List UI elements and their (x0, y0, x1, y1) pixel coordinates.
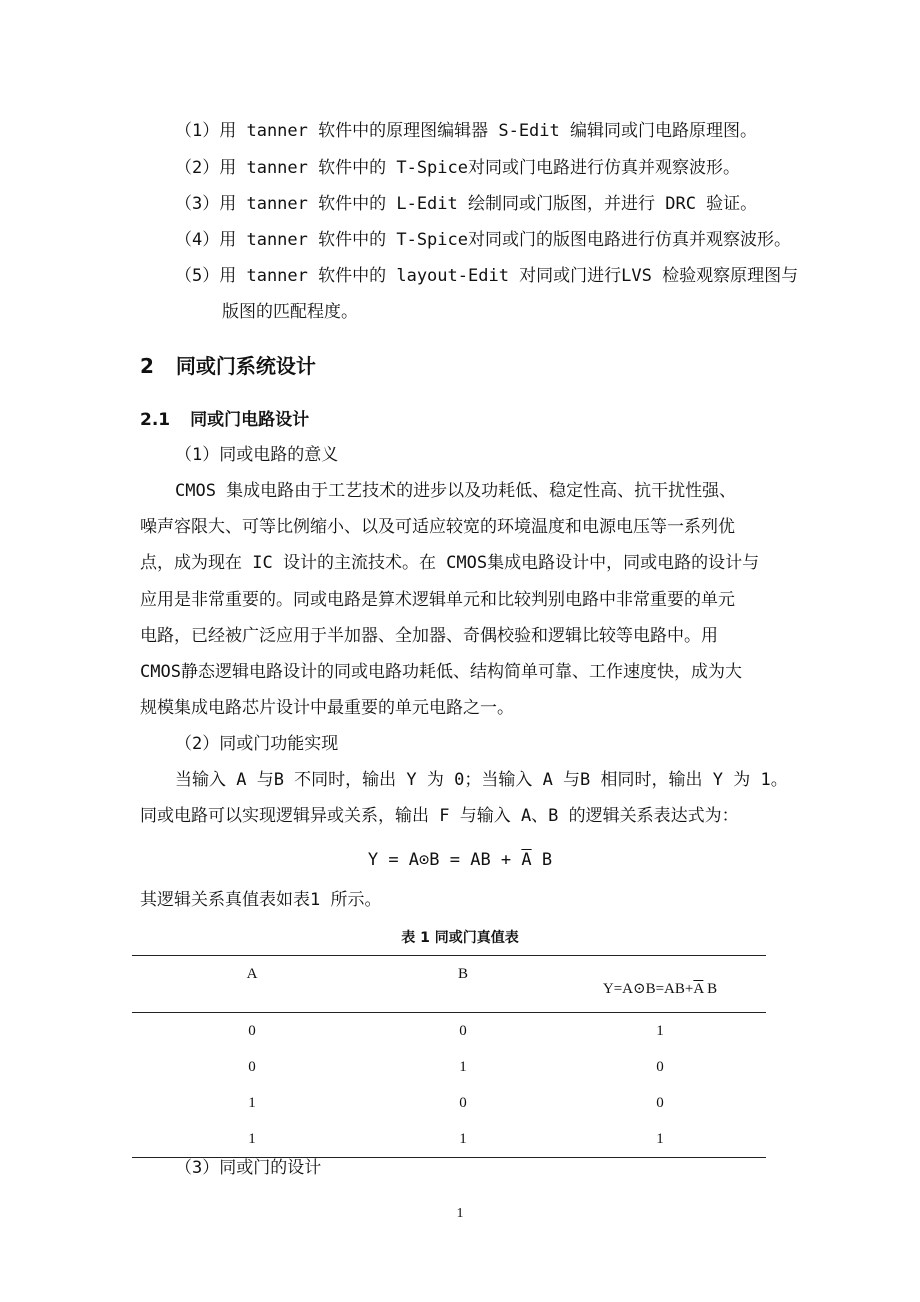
cell-y: 0 (656, 1058, 664, 1075)
cell-b: 0 (459, 1022, 467, 1039)
paragraph-line: CMOS 集成电路由于工艺技术的进步以及功耗低、稳定性高、抗干扰性强、 (175, 481, 737, 501)
section-heading (140, 353, 316, 379)
paragraph-line: 规模集成电路芯片设计中最重要的单元电路之一。 (140, 698, 514, 718)
logic-formula: Y = A⊙B = AB + $\overline{A}$ B (367, 850, 553, 870)
cell-b: 1 (372, 1121, 554, 1158)
table-header-row (132, 956, 766, 1013)
header-a: A (132, 956, 372, 1013)
step-3: （3）用 tanner 软件中的 L-Edit 绘制同或门版图，并进行 DRC 验证。 (175, 194, 758, 214)
cell-b: 1 (459, 1058, 467, 1075)
table-row (132, 1013, 766, 1050)
section-number: 2 (140, 354, 154, 378)
cell-a: 1 (132, 1121, 372, 1158)
section-title: 同或门系统设计 (175, 354, 316, 378)
function-line: 当输入 A 与B 不同时，输出 Y 为 0；当输入 A 与B 相同时，输出 Y 为 1。 (175, 770, 788, 790)
header-a-bar: $\overline{A}$ (693, 980, 704, 997)
cell-y: 0 (656, 1094, 664, 1111)
paragraph-line: CMOS静态逻辑电路设计的同或电路功耗低、结构简单可靠、工作速度快，成为大 (140, 662, 742, 682)
design-heading: （3）同或门的设计 (175, 1158, 322, 1178)
paragraph-line: 噪声容限大、可等比例缩小、以及可适应较宽的环境温度和电源电压等一系列优 (140, 517, 735, 537)
cell-a: 0 (248, 1058, 256, 1075)
header-b: B (372, 956, 554, 1013)
paragraph-line: 应用是非常重要的。同或电路是算术逻辑单元和比较判别电路中非常重要的单元 (140, 590, 735, 610)
paragraph-line: 电路，已经被广泛应用于半加器、全加器、奇偶校验和逻辑比较等电路中。用 (140, 626, 718, 646)
table-intro: 其逻辑关系真值表如表1 所示。 (140, 890, 382, 910)
step-2: （2）用 tanner 软件中的 T-Spice对同或门电路进行仿真并观察波形。 (175, 158, 740, 178)
step-5: （5）用 tanner 软件中的 layout-Edit 对同或门进行LVS 检验观察原理图与 (175, 266, 799, 286)
function-heading: （2）同或门功能实现 (175, 734, 339, 754)
subsection-number: 2.1 (140, 410, 171, 430)
subsection-title: 同或门电路设计 (190, 410, 310, 430)
meaning-heading: （1）同或电路的意义 (175, 445, 339, 465)
cell-a: 0 (248, 1022, 256, 1039)
paragraph-line: 点，成为现在 IC 设计的主流技术。在 CMOS集成电路设计中，同或电路的设计与 (140, 553, 760, 573)
cell-y: 1 (554, 1121, 766, 1158)
table-row (132, 1085, 766, 1121)
cell-b: 0 (459, 1094, 467, 1111)
truth-table (132, 955, 766, 1158)
table-caption: 表 1 同或门真值表 (401, 930, 519, 946)
step-1: （1）用 tanner 软件中的原理图编辑器 S-Edit 编辑同或门电路原理图。 (175, 121, 757, 141)
cell-y: 1 (656, 1022, 664, 1039)
subsection-heading (140, 408, 309, 432)
formula-a-bar: $\overline{A}$ (521, 850, 532, 870)
table-row (132, 1121, 766, 1158)
step-5-continued: 版图的匹配程度。 (222, 302, 358, 322)
header-y: $Y=A⊙B=AB+\overline{A}$ B (554, 956, 766, 1013)
step-4: （4）用 tanner 软件中的 T-Spice对同或门的版图电路进行仿真并观察波形。 (175, 230, 791, 250)
table-row (132, 1049, 766, 1085)
cell-a: 1 (248, 1094, 256, 1111)
page-number: 1 (456, 1206, 464, 1221)
function-line: 同或电路可以实现逻辑异或关系，输出 F 与输入 A、B 的逻辑关系表达式为： (140, 806, 739, 826)
